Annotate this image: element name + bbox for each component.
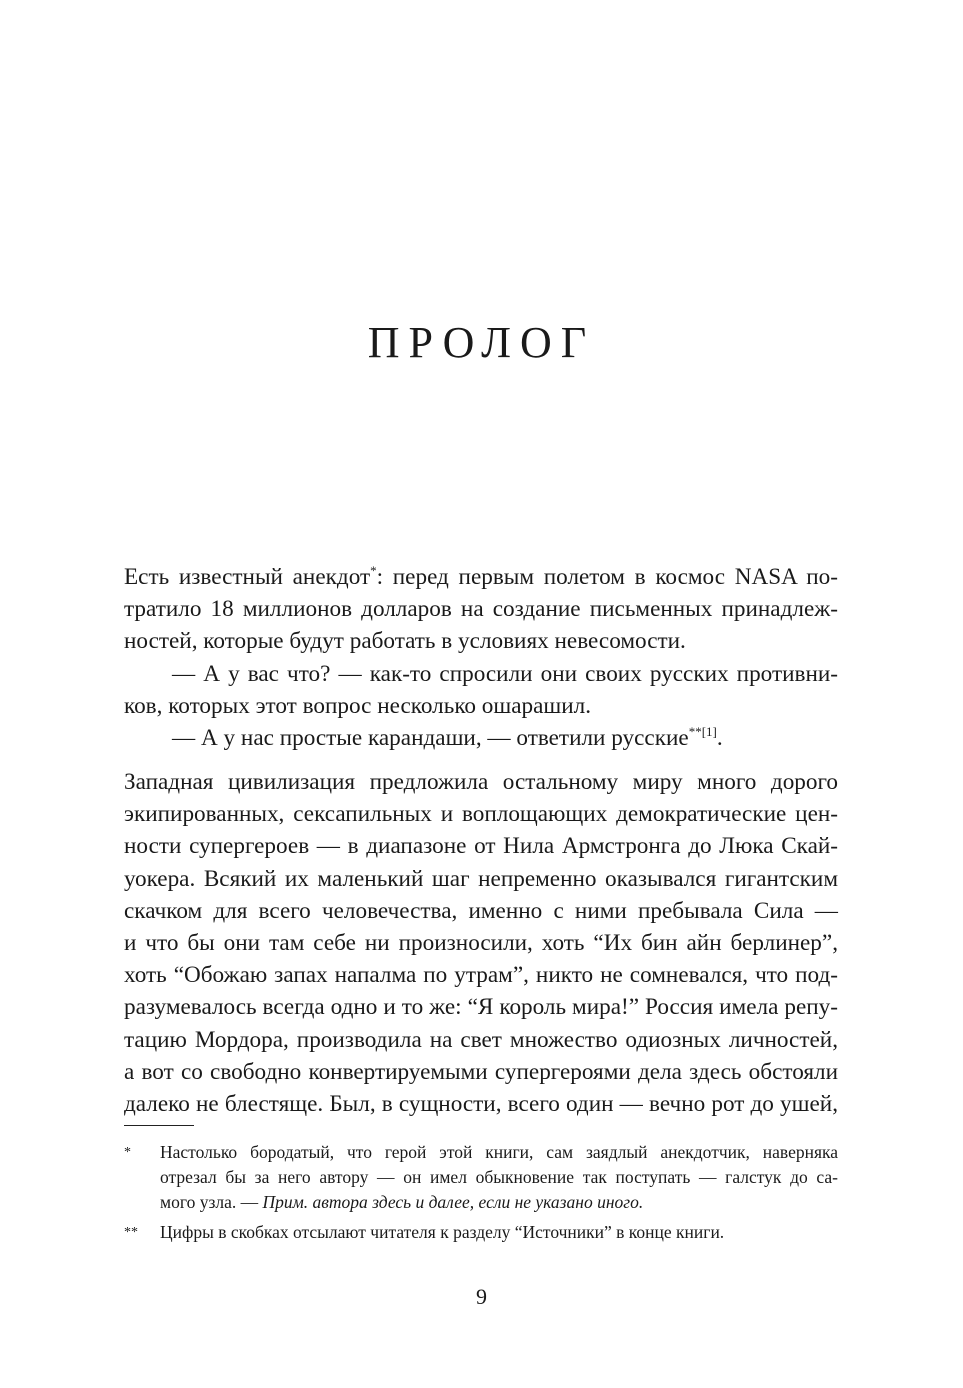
text-line: тацию Мордора, производила на свет множество одиозных личностей, [124, 1026, 838, 1053]
paragraph-superheroes [124, 766, 838, 1120]
text-line: далеко не блестяще. Был, в сущности, всего один — вечно рот до ушей, [124, 1090, 838, 1117]
footnotes [124, 1140, 838, 1250]
footnote-line: отрезал бы за него автору — он имел обыкновение так поступать — галстук до са- [160, 1167, 838, 1187]
footnote [124, 1140, 838, 1215]
text-line: экипированных, сексапильных и воплощающих демократические цен- [124, 801, 838, 828]
footnote-line: Цифры в скобках отсылают читателя к разделу “Источники” в конце книги. [160, 1222, 725, 1242]
footnote [124, 1220, 838, 1245]
footnote-mark: ** [124, 1225, 138, 1240]
text-line: ности супергероев — в диапазоне от Нила Армстронга до Люка Скай- [124, 833, 838, 860]
text-line: скачком для всего человечества, именно с ними пребывала Сила — [124, 897, 838, 924]
dialogue-line: — А у нас простые карандаши, — ответили русские$^{**[1]}$. [172, 723, 723, 751]
footnote-divider [124, 1125, 194, 1126]
footnote-line: мого узла. — Прим. автора здесь и далее, если не указано иного. [160, 1192, 644, 1212]
page-number: 9 [476, 1284, 487, 1309]
text-line: а вот со свободно конвертируемыми супергероями дела здесь обстояли [124, 1058, 838, 1085]
dialogue-line: — А у вас что? — как-то спросили они своих русских противни- [172, 660, 838, 687]
footnote-mark: * [124, 1145, 131, 1160]
text-line: разумевалось всегда одно и то же: “Я король мира!” Россия имела репу- [124, 994, 838, 1021]
footnote-ref[interactable]: * [370, 563, 377, 578]
text-line: Западная цивилизация предложила остальному миру много дорого [124, 769, 838, 795]
text-line: ков, которых этот вопрос несколько ошарашил. [124, 692, 592, 719]
footnote-line: Настолько бородатый, что герой этой книги, сам заядлый анекдотчик, наверняка [160, 1142, 838, 1162]
chapter-title: ПРОЛОГ [367, 318, 596, 367]
text-line: ностей, которые будут работать в условиях невесомости. [124, 628, 686, 655]
footnote-ref[interactable]: **[1] [688, 723, 717, 739]
text-line: хоть “Обожаю запах напалма по утрам”, никто не сомневался, что под- [124, 962, 838, 989]
text-line: Есть известный анекдот*: перед первым полетом в космос NASA по- [124, 563, 838, 590]
text-line: и что бы они там себе ни произносили, хоть “Их бин айн берлинер”, [124, 929, 838, 956]
author-note: Прим. автора здесь и далее, если не указано иного. [262, 1192, 644, 1212]
paragraph-anecdote [124, 561, 838, 754]
text-line: уокера. Всякий их маленький шаг непременно оказывался гигантским [124, 865, 838, 892]
text-line: тратило 18 миллионов долларов на создание письменных принадлеж- [124, 596, 838, 623]
